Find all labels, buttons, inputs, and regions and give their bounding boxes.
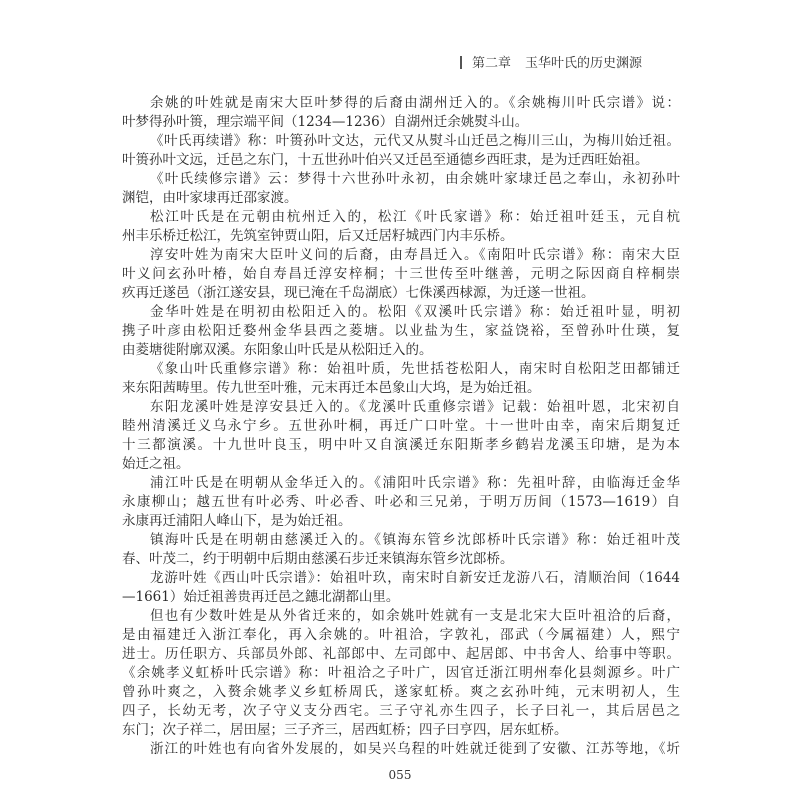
text-line: 来东阳茜畴里。传九世至叶雅，元末再迁本邑象山大坞，是为始迁祖。 bbox=[122, 380, 541, 396]
paragraph bbox=[122, 170, 680, 208]
text-line: 《象山叶氏重修宗谱》称：始祖叶质，先世括苍松阳人，南宋时自松阳芝田都铺迁 bbox=[150, 361, 680, 377]
text-line: 进士。历任职方、兵部员外郎、礼部郎中、左司郎中、起居郎、中书舍人、给事中等职。 bbox=[122, 646, 680, 662]
text-line: 浦江叶氏是在明朝从金华迁入的。《浦阳叶氏宗谱》称：先祖叶辞，由临海迁金华 bbox=[150, 475, 680, 491]
chapter-title: 玉华叶氏的历史渊源 bbox=[525, 56, 643, 71]
paragraph bbox=[122, 94, 680, 132]
text-line: 携子叶彦由松阳迁婺州金华县西之菱塘。以业盐为生，家益饶裕，至曾孙叶仕瑛，复 bbox=[122, 323, 680, 339]
chapter-label: 第二章 bbox=[472, 56, 512, 71]
text-line: 永康再迁浦阳人峰山下，是为始迁祖。 bbox=[122, 513, 352, 529]
text-line: 浙江的叶姓也有向省外发展的，如吴兴乌程的叶姓就迁徙到了安徽、江苏等地，《圻 bbox=[150, 741, 680, 757]
text-line: 龙游叶姓《西山叶氏宗谱》：始祖叶玖，南宋时自新安迁龙游八石，清顺治间（1644 bbox=[150, 570, 680, 586]
text-line: 曾孙叶爽之，入赘余姚孝义乡虹桥周氏，遂家虹桥。爽之玄孙叶纯，元末明初人，生 bbox=[122, 684, 680, 700]
paragraph bbox=[122, 246, 680, 303]
body-text bbox=[122, 94, 680, 759]
text-line: 金华叶姓是在明初由松阳迁入的。松阳《双溪叶氏宗谱》称：始迁祖叶显，明初 bbox=[150, 304, 680, 320]
text-line: 《余姚孝义虹桥叶氏宗谱》称：叶祖洽之子叶广，因官迁浙江明州奉化县剡源乡。叶广 bbox=[122, 665, 680, 681]
paragraph bbox=[122, 360, 680, 398]
text-line: 《叶氏再续谱》称：叶篑孙叶文达，元代又从熨斗山迁邑之梅川三山，为梅川始迁祖。 bbox=[150, 133, 680, 149]
text-line: 州丰乐桥迁松江，先筑室钟贾山阳，后又迁居籽城西门内丰乐桥。 bbox=[122, 228, 514, 244]
text-line: 镇海叶氏是在明朝由慈溪迁入的。《镇海东管乡沈郎桥叶氏宗谱》称：始迁祖叶茂 bbox=[150, 532, 680, 548]
text-line: 叶篑孙叶文远，迁邑之东门，十五世孙叶伯兴又迁邑至通德乡西旺隶，是为迁西旺始祖。 bbox=[122, 152, 649, 168]
text-line: 春、叶茂二，约于明朝中后期由慈溪石步迁来镇海东管乡沈郎桥。 bbox=[122, 551, 514, 567]
text-line: 但也有少数叶姓是从外省迁来的，如余姚叶姓就有一支是北宋大臣叶祖洽的后裔， bbox=[150, 608, 680, 624]
text-line: 《叶氏续修宗谱》云：梦得十六世孙叶永初，由余姚叶家埭迁邑之奉山，永初孙叶 bbox=[150, 171, 680, 187]
text-line: 淳安叶姓为南宋大臣叶义问的后裔，由寿昌迁入。《南阳叶氏宗谱》称：南宋大臣 bbox=[150, 247, 680, 263]
text-line: 由菱塘徙附廓双溪。东阳象山叶氏是从松阳迁入的。 bbox=[122, 342, 433, 358]
paragraph bbox=[122, 607, 680, 740]
text-line: 四子，长幼无考，次子守义支分西宅。三子守礼亦生四子，长子曰礼一，其后居邑之 bbox=[122, 703, 680, 719]
paragraph bbox=[122, 569, 680, 607]
text-line: 疚再迁遂邑（浙江遂安县，现已淹在千岛湖底）七侏溪西梂源，为迁遂一世祖。 bbox=[122, 285, 595, 301]
text-line: 余姚的叶姓就是南宋大臣叶梦得的后裔由湖州迁入的。《余姚梅川叶氏宗谱》说： bbox=[150, 95, 680, 111]
paragraph bbox=[122, 208, 680, 246]
text-line: 叶义问玄孙叶椿，始自寿昌迁淳安梓桐；十三世传至叶继善，元明之际因商自梓桐崇 bbox=[122, 266, 680, 282]
page-number: 055 bbox=[388, 768, 412, 782]
text-line: —1661）始迁祖善贵再迁邑之鏸北湖都山里。 bbox=[122, 589, 400, 605]
text-line: 永康柳山；越五世有叶必秀、叶必香、叶必和三兄弟，于明万历间（1573—1619）自 bbox=[122, 494, 680, 510]
paragraph bbox=[122, 740, 680, 759]
paragraph bbox=[122, 474, 680, 531]
text-line: 松江叶氏是在元朝由杭州迁入的，松江《叶氏家谱》称：始迁祖叶廷玉，元自杭 bbox=[150, 209, 680, 225]
running-header bbox=[460, 52, 642, 71]
paragraph bbox=[122, 132, 680, 170]
text-line: 东阳龙溪叶姓是淳安县迁入的。《龙溪叶氏重修宗谱》记载：始祖叶恩，北宋初自 bbox=[150, 399, 680, 415]
text-line: 十三都演溪。十九世叶良玉，明中叶又自演溪迁东阳斯孝乡鹤岩龙溪玉印塘，是为本 bbox=[122, 437, 680, 453]
paragraph bbox=[122, 531, 680, 569]
text-line: 叶梦得孙叶篑，理宗端平间（1234—1236）自湖州迁余姚熨斗山。 bbox=[122, 114, 529, 130]
text-line: 东门；次子祥二，居田屋；三子齐三，居西虹桥；四子曰亨四，居东虹桥。 bbox=[122, 722, 568, 738]
text-line: 渊铠，由叶家埭再迁邵家渡。 bbox=[122, 190, 298, 206]
text-line: 睦州清溪迁义乌永宁乡。五世孙叶桐，再迁广口叶堂。十一世叶由幸，南宋后期复迁 bbox=[122, 418, 680, 434]
paragraph bbox=[122, 303, 680, 360]
paragraph bbox=[122, 398, 680, 474]
header-bar bbox=[460, 56, 462, 69]
text-line: 是由福建迁入浙江奉化，再入余姚的。叶祖洽，字敦礼，邵武（今属福建）人，熙宁 bbox=[122, 627, 680, 643]
text-line: 始迁之祖。 bbox=[122, 456, 190, 472]
